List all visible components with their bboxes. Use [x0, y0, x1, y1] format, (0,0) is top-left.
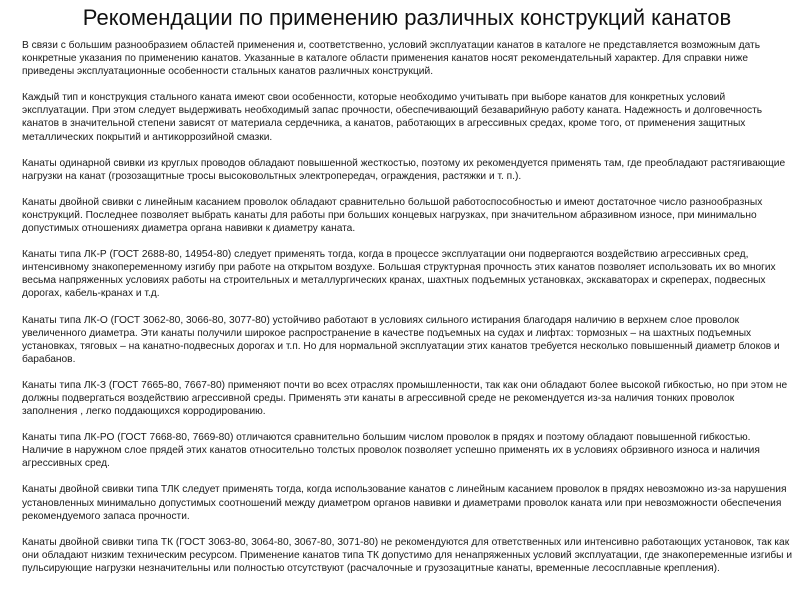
page-title: Рекомендации по применению различных конструкций канатов [82, 5, 732, 30]
paragraph-single-lay: Канаты одинарной свивки из круглых проводов обладают повышенной жесткостью, поэтому их рекомендуется применять там, где преобладают растягивающие нагрузки на канат (грозозащитные тросы высоковольтных электропередач, ограждения, растяжки и т. п.). [22, 157, 786, 182]
paragraph-tk: Канаты двойной свивки типа ТК (ГОСТ 3063-80, 3064-80, 3067-80, 3071-80) не рекомендуются для ответственных или интенсивно работающих установок, так как они обладают низким техническим ресурсом. Применение канатов типа ТК допустимо для ненапряженных условий эксплуатации, где знакопеременные изгибы и пульсирующие нагрузки незначительны или полностью отсутствуют (расчалочные и грузозацитные канаты, временные лесосплавные крепления). [22, 536, 793, 574]
paragraph-lk-o: Канаты типа ЛК-О (ГОСТ 3062-80, 3066-80, 3077-80) устойчиво работают в условиях сильного истирания благодаря наличию в верхнем слое проволок увеличенного диаметра. Эти канаты получили широкое распространение в качестве подъемных на судах и лифтах: тормозных – на шахтных подъемных установках, тяговых – на канатно-подвесных дорогах и т.п. Но для нормальной эксплуатации этих канатов требуется несколько повышенный диаметр блоков и барабанов. [22, 314, 780, 365]
paragraph-rope-types-general: Каждый тип и конструкция стального каната имеют свои особенности, которые необходимо учитывать при выборе канатов для конкретных условий эксплуатации. При этом следует выдерживать необходимый запас прочности, обеспечивающий безаварийную работу каната. Надежность и долговечность канатов в значительной степени зависят от материала сердечника, а канатов, работающих в агрессивных средах, кроме того, от применения защитных металлических покрытий и антикоррозийной смазки. [22, 92, 763, 143]
paragraph-tlk: Канаты двойной свивки типа ТЛК следует применять тогда, когда использование канатов с линейным касанием проволок в прядях невозможно из-за нарушения установленных минимально допустимых соотношений между диаметром органов навивки и диаметрами проволок каната или при невозможности обеспечения рекомендуемого запаса прочности. [22, 484, 787, 522]
paragraph-intro: В связи с большим разнообразием областей применения и, соответственно, условий эксплуатации канатов в каталоге не представляется возможным дать конкретные указания по применению канатов. Указанные в каталоге области применения канатов носят рекомендательный характер. Для справки ниже приведены эксплуатационные особенности стальных канатов различных конструкций. [22, 40, 761, 78]
paragraph-lk-ro: Канаты типа ЛК-РО (ГОСТ 7668-80, 7669-80) отличаются сравнительно большим числом проволок в прядях и поэтому обладают повышенной гибкостью. Наличие в наружном слое прядей этих канатов относительно толстых проволок позволяет успешно применять их в условиях обрзивного износа и наличия агрессивных сред. [22, 432, 760, 470]
paragraph-lk-z: Канаты типа ЛК-З (ГОСТ 7665-80, 7667-80) применяют почти во всех отраслях промышленности, так как они обладают более высокой гибкостью, но при этом не должны подвергаться воздействию агрессивной среды. Применять эти канаты в агрессивной среде не рекомендуется из-за наличия тонких проволок заполнения , легко поддающихся корродированию. [22, 379, 788, 418]
paragraph-lk-r: Канаты типа ЛК-Р (ГОСТ 2688-80, 14954-80) следует применять тогда, когда в процессе эксплуатации они подвергаются воздействию агрессивных сред, интенсивному знакопеременному изгибу при работе на открытом воздухе. Большая структурная прочность этих канатов позволяет использовать их во многих весьма напряженных условиях работы на строительных и металлургических кранах, шахтных подъемных установках, экскаваторах и скреперах, подвесных дорогах, кабель-кранах и т.д. [22, 249, 776, 300]
paragraph-double-lay-linear: Канаты двойной свивки с линейным касанием проволок обладают сравнительно большой работоспособностью и имеют достаточное число разнообразных конструкций. Последнее позволяет выбрать канаты для работы при больших концевых нагрузках, при значительном абразивном износе, при минимально допустимых отношениях диаметра органа навивки к диаметру каната. [22, 196, 763, 235]
document-body [22, 39, 792, 575]
